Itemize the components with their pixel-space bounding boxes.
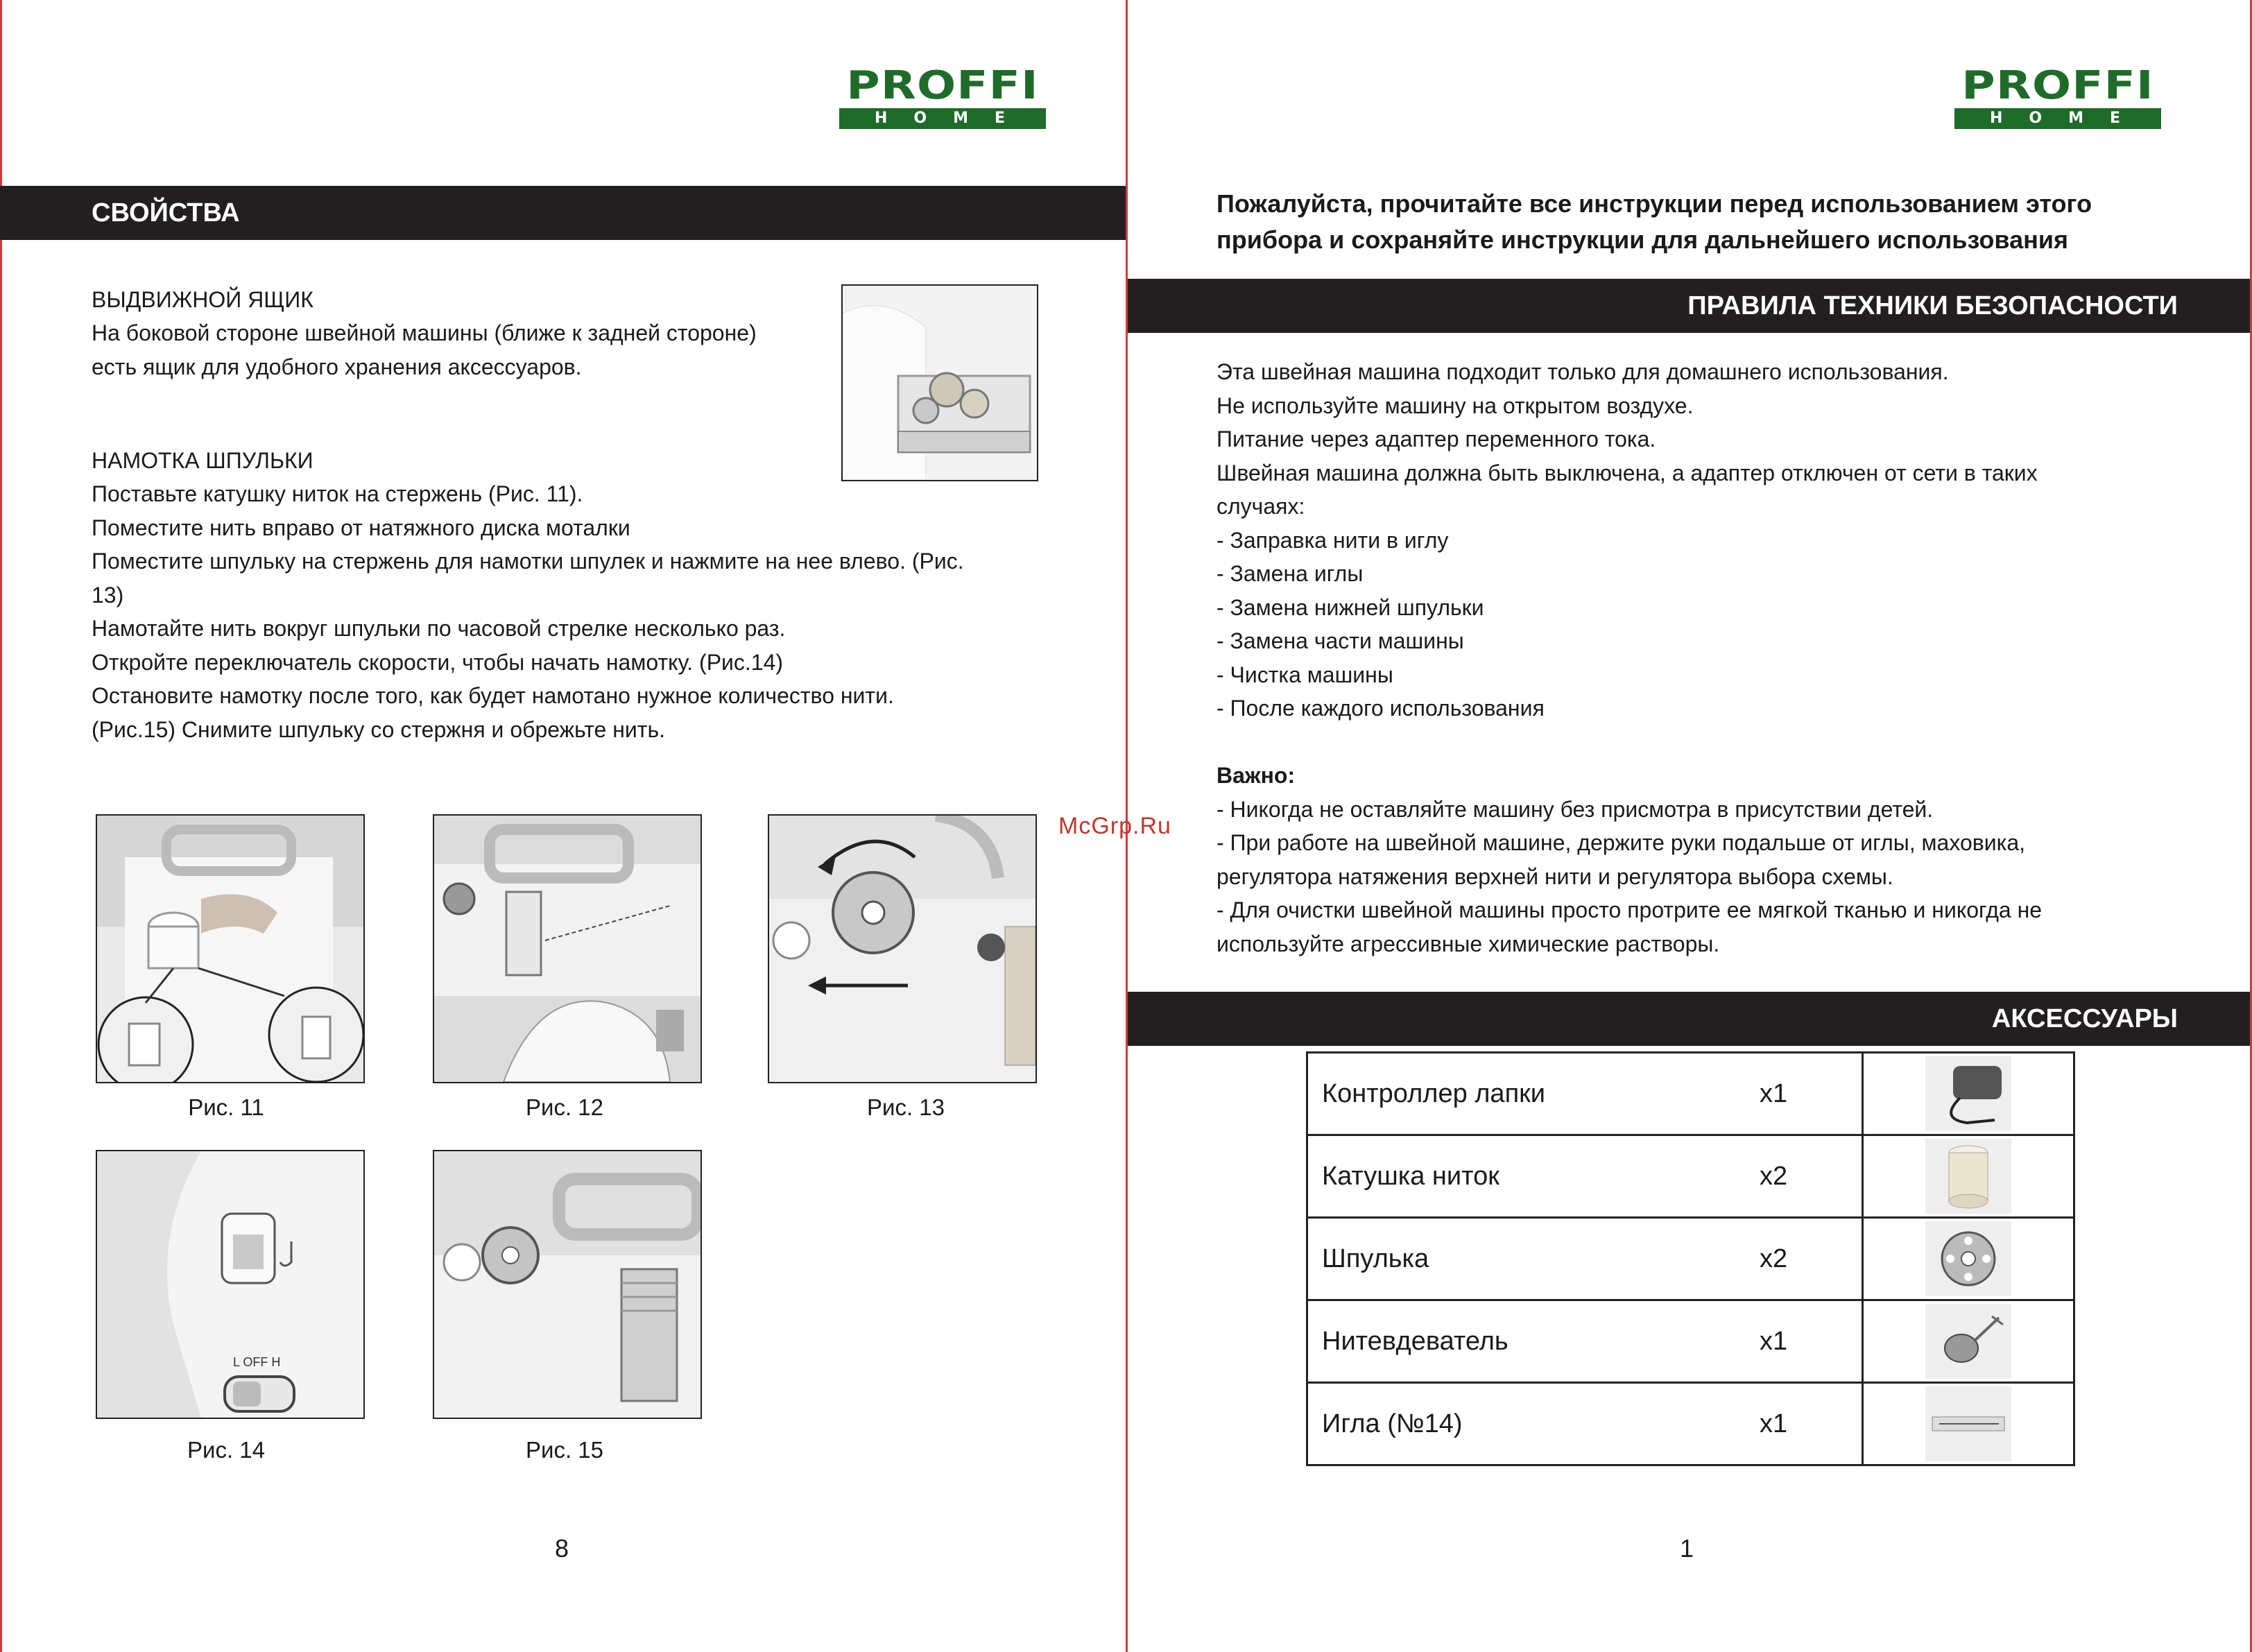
bobbin-line: Поместите нить вправо от натяжного диска моталки <box>92 515 630 540</box>
important-line: используйте агрессивные химические растворы. <box>1217 931 1720 956</box>
brand-logo <box>1954 63 2161 129</box>
table-row <box>1307 1053 2074 1135</box>
accessory-qty: x2 <box>1760 1218 1863 1300</box>
needle-icon <box>1925 1386 2011 1461</box>
table-row <box>1307 1135 2074 1218</box>
figure-14-caption: Рис. 14 <box>187 1437 265 1463</box>
section-bar-properties <box>0 186 1126 240</box>
accessories-table <box>1306 1051 2075 1466</box>
figure-12-photo <box>433 814 702 1083</box>
safety-line: - Замена нижней шпульки <box>1217 594 1484 620</box>
logo-wordmark: PROFFI <box>846 63 1039 108</box>
accessory-qty: x1 <box>1760 1383 1863 1465</box>
intro-line: прибора и сохраняйте инструкции для дальнейшего использования <box>1217 225 2068 254</box>
accessory-qty: x1 <box>1760 1053 1863 1135</box>
safety-line: Питание через адаптер переменного тока. <box>1217 427 1656 451</box>
bobbin-line: Намотайте нить вокруг шпульки по часовой стрелке несколько раз. <box>92 616 786 641</box>
safety-line: случаях: <box>1217 494 1305 519</box>
safety-line: - После каждого использования <box>1217 696 1545 721</box>
page-number-right: 1 <box>1680 1534 1694 1563</box>
bobbin-line: Поставьте катушку ниток на стержень (Рис. 11). <box>92 481 583 506</box>
important-line: регулятора натяжения верхней нити и регулятора выбора схемы. <box>1217 863 1893 889</box>
section-title: ПРАВИЛА ТЕХНИКИ БЕЗОПАСНОСТИ <box>1687 291 2178 320</box>
figure-11-caption: Рис. 11 <box>188 1094 264 1120</box>
logo-subline: HOME <box>1954 108 2161 129</box>
bobbin-line: 13) <box>92 582 124 608</box>
accessory-name: Игла (№14) <box>1307 1383 1760 1465</box>
intro-line: Пожалуйста, прочитайте все инструкции перед использованием этого <box>1217 189 2092 218</box>
figure-15-caption: Рис. 15 <box>526 1437 603 1463</box>
table-row <box>1307 1300 2074 1383</box>
safety-line: - Заправка нити в иглу <box>1217 527 1449 553</box>
drawer-line: На боковой стороне швейной машины (ближе к задней стороне) <box>92 320 757 345</box>
important-line: - Для очистки швейной машины просто протрите ее мягкой тканью и никогда не <box>1217 897 2043 922</box>
figure-13-photo <box>768 814 1037 1083</box>
figure-11-photo <box>96 814 365 1083</box>
accessory-name: Катушка ниток <box>1307 1135 1760 1218</box>
bobbin-heading: НАМОТКА ШПУЛЬКИ <box>92 448 313 473</box>
bobbin-icon <box>1925 1221 2011 1296</box>
important-line: - Никогда не оставляйте машину без присмотра в присутствии детей. <box>1217 796 1934 822</box>
safety-line: - Замена иглы <box>1217 561 1364 586</box>
needle-threader-icon <box>1925 1304 2011 1379</box>
drawer-photo-illustration <box>843 286 1037 480</box>
brand-logo <box>839 63 1046 129</box>
important-line: - При работе на швейной машине, держите руки подальше от иглы, маховика, <box>1217 830 2026 855</box>
logo-wordmark: PROFFI <box>1961 63 2154 108</box>
accessory-name: Нитевдеватель <box>1307 1300 1760 1383</box>
drawer-text <box>92 316 757 384</box>
intro-text <box>1217 186 2092 258</box>
important-label: Важно: <box>1217 763 1296 788</box>
figure-12-caption: Рис. 12 <box>526 1094 603 1120</box>
accessory-name: Контроллер лапки <box>1307 1053 1760 1135</box>
safety-text <box>1217 355 2042 961</box>
foot-pedal-icon <box>1925 1056 2011 1131</box>
drawer-photo <box>841 284 1038 481</box>
logo-subline: HOME <box>839 108 1046 129</box>
bobbin-line: Поместите шпульку на стержень для намотки шпулек и нажмите на нее влево. (Рис. <box>92 549 964 574</box>
section-bar-safety <box>1128 279 2250 333</box>
figure-13-caption: Рис. 13 <box>867 1094 945 1120</box>
thread-spool-icon <box>1925 1139 2011 1214</box>
table-row <box>1307 1218 2074 1300</box>
table-row <box>1307 1383 2074 1465</box>
accessory-name: Шпулька <box>1307 1218 1760 1300</box>
drawer-line: есть ящик для удобного хранения аксессуаров. <box>92 354 582 379</box>
figure-15-photo <box>433 1150 702 1419</box>
section-title: СВОЙСТВА <box>92 198 240 227</box>
bobbin-text <box>92 477 964 746</box>
safety-line: - Замена части машины <box>1217 628 1464 653</box>
section-title: АКСЕССУАРЫ <box>1991 1004 2178 1033</box>
bobbin-line: Остановите намотку после того, как будет намотано нужное количество нити. <box>92 683 894 708</box>
drawer-heading: ВЫДВИЖНОЙ ЯЩИК <box>92 287 313 312</box>
svg-text:L OFF H: L OFF H <box>233 1355 281 1369</box>
bobbin-line: (Рис.15) Снимите шпульку со стержня и обрежьте нить. <box>92 716 665 742</box>
bobbin-line: Откройте переключатель скорости, чтобы начать намотку. (Рис.14) <box>92 649 784 675</box>
accessory-qty: x2 <box>1760 1135 1863 1218</box>
safety-line: Швейная машина должна быть выключена, а адаптер отключен от сети в таких <box>1217 460 2038 485</box>
page-edge-left <box>0 0 2 1652</box>
safety-line: - Чистка машины <box>1217 662 1393 687</box>
watermark: McGrp.Ru <box>1058 813 1171 839</box>
accessory-qty: x1 <box>1760 1300 1863 1383</box>
figure-14-photo <box>96 1150 365 1419</box>
page-number-left: 8 <box>555 1534 569 1563</box>
safety-line: Эта швейная машина подходит только для домашнего использования. <box>1217 359 1949 384</box>
safety-line: Не используйте машину на открытом воздухе. <box>1217 393 1694 418</box>
section-bar-accessories <box>1128 992 2250 1046</box>
